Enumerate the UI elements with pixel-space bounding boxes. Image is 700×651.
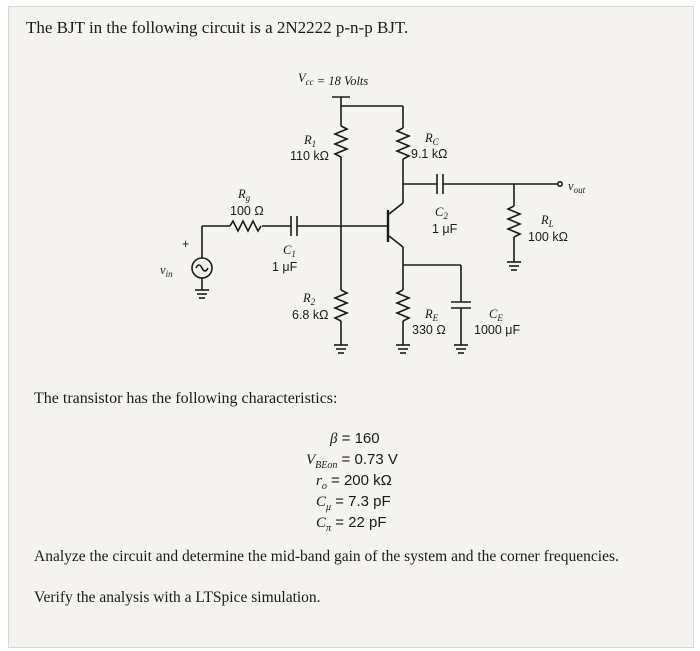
re-name: $R_E$ [425, 307, 439, 323]
characteristics-heading: The transistor has the following characteristics: [34, 390, 338, 407]
ac-source-wave [196, 265, 208, 271]
rl-value: 100 kΩ [528, 230, 568, 244]
r2-resistor [335, 290, 347, 321]
beta-line: β = 160 [330, 430, 380, 447]
rl-resistor [508, 206, 520, 237]
rc-resistor [397, 128, 409, 159]
r1-name: $R_1$ [304, 133, 317, 149]
r1-value: 110 kΩ [290, 149, 329, 163]
r2-value: 6.8 kΩ [292, 308, 329, 322]
ce-name: $C_E$ [489, 307, 503, 323]
c2-value: 1 μF [432, 222, 458, 236]
instruction-verify: Verify the analysis with a LTSpice simulation. [34, 589, 321, 606]
rg-resistor [230, 221, 261, 231]
c1-name: $C_1$ [283, 243, 296, 259]
c1-value: 1 μF [272, 260, 298, 274]
rg-value: 100 Ω [230, 204, 264, 218]
re-resistor [397, 290, 409, 321]
transistor-collector [389, 203, 403, 214]
ce-value: 1000 μF [474, 323, 521, 337]
r2-name: $R_2$ [303, 291, 316, 307]
vout-terminal [558, 182, 562, 186]
vout-label: $v_{out}$ [568, 179, 586, 195]
c2-name: $C_2$ [435, 205, 448, 221]
vin-label: $v_{in}$ [160, 263, 173, 279]
instruction-analyze: Analyze the circuit and determine the mid-band gain of the system and the corner frequencies. [34, 548, 619, 565]
rg-name: $R_g$ [238, 187, 251, 203]
problem-title: The BJT in the following circuit is a 2N2222 p-n-p BJT. [26, 18, 409, 37]
vbe-line: $V_{BEon} = 0.73$ V [306, 451, 398, 471]
transistor-emitter [389, 236, 403, 247]
rc-name: $R_C$ [425, 131, 439, 147]
rc-value: 9.1 kΩ [411, 147, 448, 161]
source-plus-sign: + [182, 237, 190, 251]
cmu-line: $C_\mu = 7.3$ pF [316, 493, 391, 513]
r1-resistor [335, 126, 347, 157]
cpi-line: $C_\pi = 22$ pF [316, 514, 387, 534]
re-value: 330 Ω [412, 323, 446, 337]
vcc-label: $V_{cc} = 18$ Volts [298, 71, 369, 88]
rl-name: $R_L$ [541, 213, 554, 229]
ro-line: $r_o = 200$ kΩ [316, 472, 392, 492]
